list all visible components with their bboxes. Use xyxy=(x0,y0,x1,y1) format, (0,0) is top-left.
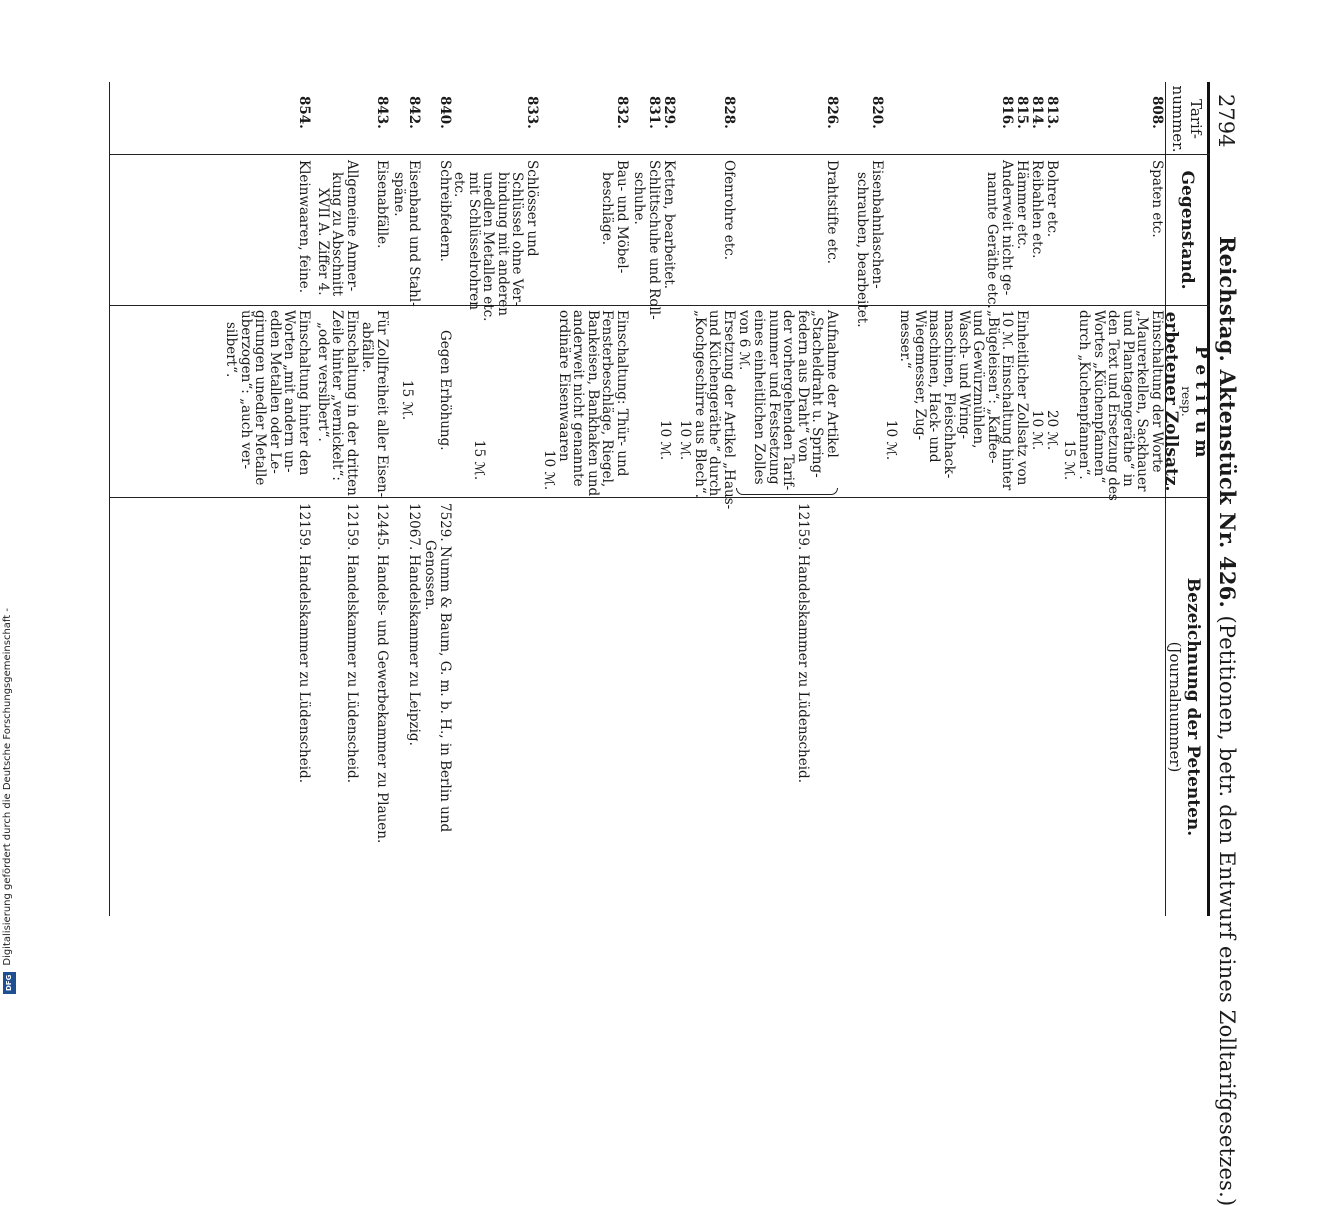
petitum-line: Einschaltung: Thür- und xyxy=(614,310,630,477)
petent-line: Genossen. xyxy=(422,540,439,611)
header-gegenstand-label: Gegenstand. xyxy=(1177,170,1197,290)
petitum-line: „Stacheldraht u. Spring- xyxy=(809,310,826,478)
petent-line: 12159. Handelskammer zu Lüdenscheid. xyxy=(795,503,811,783)
subject-line: Ketten, bearbeitet. xyxy=(661,160,677,290)
subject-line: späne. xyxy=(391,172,408,217)
petitum-line: federn aus Draht“ von xyxy=(794,310,811,463)
header-petenten-title: Bezeichnung der Petenten. xyxy=(1183,577,1203,837)
petitum-line: Für Zollfreiheit aller Eisen- xyxy=(374,310,390,498)
header-gegenstand xyxy=(1178,155,1196,305)
page-number: 2794 xyxy=(1214,94,1238,148)
petitum-line: Fensterbeschläge, Riegel, xyxy=(599,310,616,488)
petitum-line: maschinen, Fleischhack- xyxy=(941,310,957,479)
running-head xyxy=(1215,236,1240,1206)
tarif-number: 826. xyxy=(824,96,840,129)
petitum-line: Wiegemesser, Zug- xyxy=(911,310,928,441)
subject-line: Allgemeine Anmer- xyxy=(344,160,360,292)
header-tarif-line2: nummer. xyxy=(1169,85,1187,153)
tarif-number: 840. xyxy=(437,96,453,129)
petent-line: 12159. Handelskammer zu Lüdenscheid. xyxy=(344,503,360,783)
tarif-number: 828. xyxy=(721,96,737,129)
digitization-credit: Digitalisierung gefördert durch die Deutsche Forschungsgemeinschaft - xyxy=(2,608,13,966)
tarif-number: 831. xyxy=(646,96,662,129)
petitum-value: 15 ℳ. xyxy=(471,440,487,481)
running-head-subtitle: (Petitionen, betr. den Entwurf eines Zolltarifgesetzes.) xyxy=(1215,615,1239,1206)
subject-line: beschläge. xyxy=(599,172,616,246)
petitum-line: girungen unedler Metalle xyxy=(252,310,269,486)
petitum-line: silbert“. xyxy=(223,322,239,378)
tarif-number: 813. xyxy=(1044,96,1060,129)
petitum-value: 15 ℳ. xyxy=(399,380,415,421)
petitum-line: „Kochgeschirre aus Blech“. xyxy=(691,310,708,499)
petitum-line: durch „Kuchenpfannen“. xyxy=(1076,310,1092,480)
subject-line: Ofenrohre etc. xyxy=(721,160,737,261)
subject-line: Anderweit nicht ge- xyxy=(999,160,1015,296)
petitum-line: von 6 ℳ. xyxy=(736,310,753,371)
tarif-number: 814. xyxy=(1029,96,1045,129)
brace xyxy=(736,488,838,495)
petitum-line: maschinen, Hack- und xyxy=(926,310,943,463)
tarif-number: 832. xyxy=(614,96,630,129)
rule-bottom xyxy=(109,82,110,916)
subject-line: bindung mit anderen xyxy=(494,172,511,316)
petitum-value: 10 ℳ. xyxy=(882,420,899,461)
subject-line: schuhe. xyxy=(631,172,648,225)
header-petitum-sub2: erbetener Zollsatz. xyxy=(1161,311,1181,492)
subject-line: nannte Geräthe etc. xyxy=(984,172,1001,309)
petitum-line: Einschaltung in der dritten xyxy=(344,310,360,496)
header-petenten-sub: (Journalnummer) xyxy=(1166,641,1184,773)
petitum-line: ordinäre Eisenwaaren xyxy=(555,310,572,462)
petitum-line: Einschaltung der Worte xyxy=(1149,310,1165,473)
petitum-value: 20 ℳ. xyxy=(1044,410,1060,451)
subject-line: Hämmer etc. xyxy=(1014,160,1030,250)
petitum-line: Ersetzung der Artikel „Haus- xyxy=(721,310,737,510)
subject-line: mit Schlüsselrohren xyxy=(465,172,482,310)
petitum-line: Aufnahme der Artikel xyxy=(824,310,840,458)
dfg-logo: DFG xyxy=(3,972,16,994)
subject-line: unedlen Metallen etc. xyxy=(480,172,497,322)
petitum-line: Wasch- und Wring- xyxy=(955,310,972,440)
petitum-line: der vorhergehenden Tarif- xyxy=(780,310,797,491)
petitum-line: eines einheitlichen Zolles xyxy=(751,310,767,485)
subject-line: Spaten etc. xyxy=(1149,160,1165,238)
tarif-number: 842. xyxy=(406,96,422,129)
rule-top xyxy=(1207,82,1210,916)
col-divider-3 xyxy=(110,497,1210,498)
subject-line: kung zu Abschnitt xyxy=(329,172,346,297)
tarif-number: 854. xyxy=(296,96,312,129)
petitum-line: und Küchengeräthe“ durch xyxy=(706,310,723,497)
header-petitum-title: P e t i t u m xyxy=(1191,345,1211,458)
subject-line: etc. xyxy=(451,172,467,198)
header-tarif-line1: Tarif- xyxy=(1187,99,1205,139)
tarif-number: 816. xyxy=(999,96,1015,129)
petitum-line: 10 ℳ. Einschaltung hinter xyxy=(999,310,1016,491)
subject-line: XVII A. Ziffer 4. xyxy=(314,188,331,296)
petitum-line: und Gewürzmühlen, xyxy=(970,310,987,449)
subject-line: Eisenband und Stahl- xyxy=(406,160,422,307)
header-petenten xyxy=(1166,498,1202,916)
subject-line: Drahtstifte etc. xyxy=(824,160,840,265)
petitum-line: „oder versilbert“. xyxy=(314,322,331,442)
petitum-line: Bankeisen, Bankhaken und xyxy=(584,310,601,497)
petitum-line: „Bügeleisen“: „Kaffee- xyxy=(984,310,1001,464)
petitum-line: „Maurerkellen, Sackhauer xyxy=(1134,310,1151,492)
subject-line: Eisenbahnlaschen- xyxy=(869,160,885,289)
petitum-line: anderweit nicht genannte xyxy=(570,310,587,487)
header-tarifnummer xyxy=(1169,84,1205,154)
petent-line: 12445. Handels- und Gewerbekammer zu Plauen. xyxy=(374,503,390,844)
petitum-value: 15 ℳ. xyxy=(1061,440,1078,481)
tarif-number: 833. xyxy=(524,96,540,129)
subject-line: Schlösser und xyxy=(524,160,540,257)
petitum-line: Einheitlicher Zollsatz von xyxy=(1014,310,1030,486)
petitum-line: Wortes „Küchenpfannen“ xyxy=(1090,310,1107,484)
tarif-number: 808. xyxy=(1149,96,1165,129)
subject-line: Bau- und Möbel- xyxy=(614,160,630,274)
digitization-sidebar xyxy=(0,0,18,1000)
petitum-value: 10 ℳ. xyxy=(541,450,557,491)
header-petitum xyxy=(1162,306,1210,497)
tarif-number: 820. xyxy=(869,96,885,129)
petitum-line: überzogen“: „auch ver- xyxy=(237,310,254,470)
petitum-line: und Plantagengeräthe“ in xyxy=(1119,310,1136,487)
tarif-number: 843. xyxy=(374,96,390,129)
subject-line: schrauben, bearbeitet. xyxy=(854,172,871,328)
tarif-number: 815. xyxy=(1014,96,1030,129)
subject-line: Schreibfedern. xyxy=(437,160,453,262)
running-head-title: Reichstag. Aktenstück Nr. 426. xyxy=(1215,236,1240,608)
petent-line: 12159. Handelskammer zu Lüdenscheid. xyxy=(296,503,312,783)
petitum-line: Gegen Erhöhung. xyxy=(437,330,453,451)
petent-line: 12067. Handelskammer zu Leipzig. xyxy=(406,503,422,746)
petitum-line: den Text und Ersetzung des xyxy=(1105,310,1122,501)
petitum-line: abfälle. xyxy=(359,322,376,373)
petitum-line: messer.“ xyxy=(897,310,914,369)
subject-line: Eisenabfälle. xyxy=(374,160,390,249)
subject-line: Schlüssel ohne Ver- xyxy=(509,172,526,307)
petitum-value: 10 ℳ. xyxy=(677,420,694,461)
petitum-line: Zeile hinter „vernickelt“: xyxy=(329,310,346,481)
petitum-line: Einschaltung hinter den xyxy=(296,310,312,476)
subject-line: Kleinwaaren, feine. xyxy=(296,160,312,294)
petitum-line: Worten „mit andern un- xyxy=(281,310,298,473)
subject-line: Reibahlen etc. xyxy=(1029,160,1045,259)
subject-line: Schlittschuhe und Roll- xyxy=(646,160,662,320)
subject-line: Bohrer etc. xyxy=(1044,160,1060,238)
petitum-line: nummer und Festsetzung xyxy=(765,310,782,485)
petitum-line: edlen Metallen oder Le- xyxy=(266,310,283,474)
petitum-value: 10 ℳ. xyxy=(1029,410,1045,451)
petitum-value: 10 ℳ. xyxy=(657,420,673,461)
col-divider-1 xyxy=(110,154,1210,155)
header-petitum-sub1: resp. xyxy=(1179,386,1193,417)
tarif-number: 829. xyxy=(661,96,677,129)
petent-line: 7529. Numm & Baum, G. m. b. H., in Berlin und xyxy=(437,503,453,833)
